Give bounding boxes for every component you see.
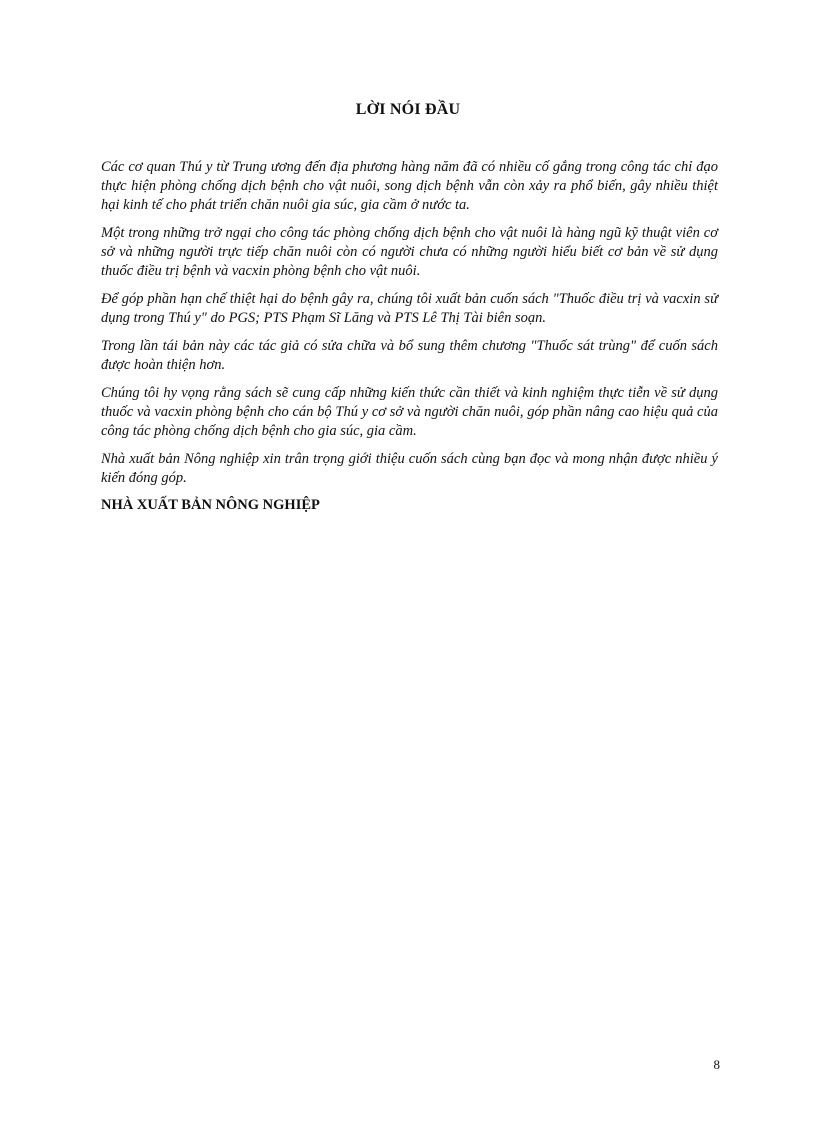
paragraph-5: Chúng tôi hy vọng rằng sách sẽ cung cấp những kiến thức cần thiết và kinh nghiệm thực tiễn về sử dụng thuốc và vacxin phòng bệnh cho cán bộ Thú y cơ sở và người chăn nuôi, góp phần nâng cao hiệu quả của công tác phòng chống dịch bệnh cho gia súc, gia cầm. bbox=[101, 385, 718, 439]
page-title: LỜI NÓI ĐẦU bbox=[355, 101, 461, 118]
paragraph-2: Một trong những trở ngại cho công tác phòng chống dịch bệnh cho vật nuôi là hàng ngũ kỹ thuật viên cơ sở và những người trực tiếp chăn nuôi còn có người chưa có những người hiểu biết cơ bản về sử dụng thuốc điều trị bệnh và vacxin phòng bệnh cho vật nuôi. bbox=[101, 225, 718, 279]
paragraph-6: Nhà xuất bản Nông nghiệp xin trân trọng giới thiệu cuốn sách cùng bạn đọc và mong nhận được nhiều ý kiến đóng góp. bbox=[101, 451, 718, 486]
paragraph-1: Các cơ quan Thú y từ Trung ương đến địa phương hàng năm đã có nhiều cố gắng trong công tác chỉ đạo thực hiện phòng chống dịch bệnh cho vật nuôi, song dịch bệnh vẫn còn xảy ra phổ biến, gây nhiều thiệt hại kinh tế cho phát triển chăn nuôi gia súc, gia cầm ở nước ta. bbox=[101, 159, 718, 213]
publisher-signature: NHÀ XUẤT BẢN NÔNG NGHIỆP bbox=[101, 497, 320, 513]
paragraph-4: Trong lần tái bản này các tác giả có sửa chữa và bổ sung thêm chương "Thuốc sát trùng" để cuốn sách được hoàn thiện hơn. bbox=[101, 338, 718, 373]
page-number: 8 bbox=[713, 1057, 720, 1072]
preface-body bbox=[101, 158, 718, 497]
paragraph-3: Để góp phần hạn chế thiệt hại do bệnh gây ra, chúng tôi xuất bản cuốn sách "Thuốc điều trị và vacxin sử dụng trong Thú y" do PGS; PTS Phạm Sĩ Lăng và PTS Lê Thị Tài biên soạn. bbox=[101, 291, 718, 326]
